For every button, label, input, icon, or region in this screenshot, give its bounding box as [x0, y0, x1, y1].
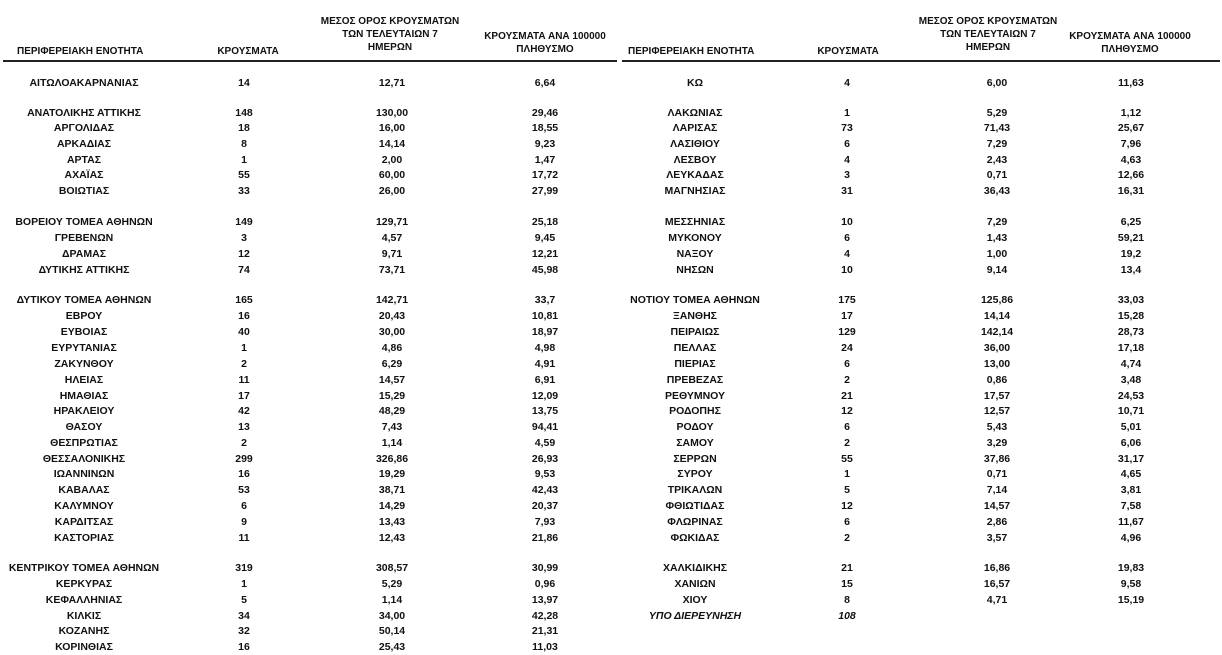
left-row-19-region: ΘΑΣΟΥ: [65, 421, 103, 433]
right-row-17-cases: 21: [841, 390, 853, 402]
right-row-20-avg7: 3,29: [986, 437, 1008, 449]
left-row-3-region: ΑΡΚΑΔΙΑΣ: [56, 138, 112, 150]
right-row-4-cases: 4: [844, 154, 850, 166]
left-row-8-per100k: 9,45: [534, 232, 556, 244]
left-row-31-cases: 32: [238, 625, 250, 637]
left-row-17-avg7: 15,29: [378, 390, 406, 402]
left-row-13-cases: 40: [238, 326, 250, 338]
left-row-32-per100k: 11,03: [532, 641, 558, 653]
right-row-10-cases: 10: [841, 264, 853, 276]
left-row-17-per100k: 12,09: [531, 390, 559, 402]
right-row-1-avg7: 5,29: [986, 107, 1008, 119]
left-row-2-cases: 18: [238, 122, 250, 134]
left-row-17-cases: 17: [238, 390, 250, 402]
left-row-0-region: ΑΙΤΩΛΟΑΚΑΡΝΑΝΙΑΣ: [29, 77, 139, 89]
right-row-6-cases: 31: [841, 185, 853, 197]
left-row-15-region: ΖΑΚΥΝΘΟΥ: [54, 358, 114, 370]
right-row-14-avg7: 36,00: [983, 342, 1011, 354]
left-row-28-per100k: 0,96: [534, 578, 556, 590]
right-row-13-region: ΠΕΙΡΑΙΩΣ: [670, 326, 720, 338]
left-row-22-region: ΙΩΑΝΝΙΝΩΝ: [53, 468, 115, 480]
right-row-9-cases: 4: [844, 248, 850, 260]
right-row-10-per100k: 13,4: [1120, 264, 1142, 276]
left-row-27-avg7: 308,57: [375, 562, 409, 574]
left-row-4-region: ΑΡΤΑΣ: [66, 154, 102, 166]
left-row-26-per100k: 21,86: [531, 532, 559, 544]
right-row-28-region: ΧΑΝΙΩΝ: [674, 578, 716, 590]
left-row-3-cases: 8: [241, 138, 247, 150]
right-row-4-region: ΛΕΣΒΟΥ: [673, 154, 717, 166]
left-row-19-per100k: 94,41: [531, 421, 559, 433]
right-row-5-region: ΛΕΥΚΑΔΑΣ: [666, 169, 724, 181]
left-row-6-region: ΒΟΙΩΤΙΑΣ: [58, 185, 110, 197]
left-row-28-avg7: 5,29: [381, 578, 403, 590]
right-row-8-per100k: 59,21: [1117, 232, 1145, 244]
right-row-29-cases: 8: [844, 594, 850, 606]
right-row-3-per100k: 7,96: [1120, 138, 1142, 150]
left-row-27-region: ΚΕΝΤΡΙΚΟΥ ΤΟΜΕΑ ΑΘΗΝΩΝ: [8, 562, 160, 574]
right-row-28-cases: 15: [841, 578, 853, 590]
right-row-20-cases: 2: [844, 437, 850, 449]
left-row-9-per100k: 12,21: [531, 248, 559, 260]
right-row-1-per100k: 1,12: [1120, 107, 1142, 119]
left-row-15-avg7: 6,29: [381, 358, 403, 370]
left-row-5-cases: 55: [238, 169, 250, 181]
right-row-26-per100k: 4,96: [1120, 532, 1142, 544]
right-row-10-avg7: 9,14: [986, 264, 1008, 276]
left-row-30-region: ΚΙΛΚΙΣ: [66, 610, 102, 622]
right-row-1-cases: 1: [844, 107, 850, 119]
left-row-28-region: ΚΕΡΚΥΡΑΣ: [55, 578, 113, 590]
left-row-5-avg7: 60,00: [378, 169, 406, 181]
left-row-20-cases: 2: [241, 437, 247, 449]
left-row-21-cases: 299: [235, 453, 253, 465]
left-row-12-region: ΕΒΡΟΥ: [65, 310, 103, 322]
right-row-29-avg7: 4,71: [986, 594, 1008, 606]
left-row-11-region: ΔΥΤΙΚΟΥ ΤΟΜΕΑ ΑΘΗΝΩΝ: [16, 294, 152, 306]
header-avg7-right-line2: ΤΩΝ ΤΕΛΕΥΤΑΙΩΝ 7: [940, 29, 1036, 40]
left-row-8-cases: 3: [241, 232, 247, 244]
right-row-28-per100k: 9,58: [1120, 578, 1142, 590]
left-row-31-region: ΚΟΖΑΝΗΣ: [58, 625, 110, 637]
left-row-3-avg7: 14,14: [378, 138, 406, 150]
right-row-2-cases: 73: [841, 122, 853, 134]
right-row-0-cases: 4: [844, 77, 850, 89]
left-row-0-avg7: 12,71: [378, 77, 406, 89]
left-row-14-cases: 1: [241, 342, 247, 354]
left-row-13-per100k: 18,97: [531, 326, 559, 338]
left-row-6-avg7: 26,00: [378, 185, 406, 197]
left-row-21-avg7: 326,86: [375, 453, 409, 465]
right-row-12-per100k: 15,28: [1117, 310, 1145, 322]
right-row-0-per100k: 11,63: [1118, 77, 1144, 89]
right-row-14-per100k: 17,18: [1117, 342, 1145, 354]
left-row-21-per100k: 26,93: [531, 453, 559, 465]
left-row-26-avg7: 12,43: [378, 532, 406, 544]
right-row-12-region: ΞΑΝΘΗΣ: [673, 310, 717, 322]
header-cases-left: ΚΡΟΥΣΜΑΤΑ: [217, 46, 279, 57]
left-row-6-per100k: 27,99: [531, 185, 559, 197]
right-row-7-region: ΜΕΣΣΗΝΙΑΣ: [664, 216, 726, 228]
right-row-13-cases: 129: [838, 326, 856, 338]
right-row-24-per100k: 7,58: [1120, 500, 1142, 512]
left-row-14-per100k: 4,98: [534, 342, 556, 354]
left-row-11-avg7: 142,71: [375, 294, 409, 306]
right-row-15-region: ΠΙΕΡΙΑΣ: [674, 358, 716, 370]
left-row-20-per100k: 4,59: [534, 437, 556, 449]
right-row-0-region: ΚΩ: [686, 77, 704, 89]
right-row-11-cases: 175: [838, 294, 856, 306]
left-row-8-avg7: 4,57: [381, 232, 403, 244]
right-row-23-region: ΤΡΙΚΑΛΩΝ: [667, 484, 723, 496]
left-row-5-per100k: 17,72: [531, 169, 559, 181]
right-row-25-per100k: 11,67: [1118, 516, 1144, 528]
left-row-25-cases: 9: [241, 516, 247, 528]
right-row-5-cases: 3: [844, 169, 850, 181]
right-row-19-region: ΡΟΔΟΥ: [676, 421, 714, 433]
left-row-29-region: ΚΕΦΑΛΛΗΝΙΑΣ: [45, 594, 123, 606]
right-row-23-avg7: 7,14: [986, 484, 1008, 496]
left-row-16-cases: 11: [238, 374, 250, 386]
left-row-13-region: ΕΥΒΟΙΑΣ: [60, 326, 108, 338]
right-row-7-avg7: 7,29: [986, 216, 1008, 228]
right-row-21-cases: 55: [841, 453, 853, 465]
left-row-20-region: ΘΕΣΠΡΩΤΙΑΣ: [50, 437, 118, 449]
right-row-12-avg7: 14,14: [983, 310, 1011, 322]
left-row-9-cases: 12: [238, 248, 250, 260]
left-row-1-per100k: 29,46: [531, 107, 559, 119]
left-row-1-cases: 148: [235, 107, 253, 119]
right-row-8-region: ΜΥΚΟΝΟΥ: [668, 232, 722, 244]
left-row-30-avg7: 34,00: [378, 610, 406, 622]
left-row-13-avg7: 30,00: [378, 326, 406, 338]
left-row-7-avg7: 129,71: [375, 216, 409, 228]
left-row-27-cases: 319: [235, 562, 253, 574]
right-row-16-per100k: 3,48: [1120, 374, 1142, 386]
right-row-4-per100k: 4,63: [1120, 154, 1142, 166]
left-row-32-region: ΚΟΡΙΝΘΙΑΣ: [55, 641, 113, 653]
left-row-23-per100k: 42,43: [531, 484, 559, 496]
left-row-4-avg7: 2,00: [381, 154, 403, 166]
right-row-2-region: ΛΑΡΙΣΑΣ: [672, 122, 718, 134]
left-row-2-avg7: 16,00: [378, 122, 406, 134]
right-row-4-avg7: 2,43: [986, 154, 1008, 166]
header-per100k-left-line2: ΠΛΗΘΥΣΜΟ: [516, 44, 574, 55]
right-row-15-avg7: 13,00: [983, 358, 1011, 370]
right-row-5-per100k: 12,66: [1117, 169, 1145, 181]
header-avg7-right-line1: ΜΕΣΟΣ ΟΡΟΣ ΚΡΟΥΣΜΑΤΩΝ: [918, 16, 1058, 27]
left-row-29-per100k: 13,97: [531, 594, 559, 606]
left-row-9-region: ΔΡΑΜΑΣ: [62, 248, 106, 260]
right-row-6-per100k: 16,31: [1117, 185, 1145, 197]
left-row-27-per100k: 30,99: [531, 562, 559, 574]
header-region-right: ΠΕΡΙΦΕΡΕΙΑΚΗ ΕΝΟΤΗΤΑ: [628, 46, 755, 57]
right-row-19-cases: 6: [844, 421, 850, 433]
header-region-left: ΠΕΡΙΦΕΡΕΙΑΚΗ ΕΝΟΤΗΤΑ: [17, 46, 144, 57]
left-row-21-region: ΘΕΣΣΑΛΟΝΙΚΗΣ: [42, 453, 126, 465]
left-row-2-per100k: 18,55: [531, 122, 559, 134]
left-row-23-region: ΚΑΒΑΛΑΣ: [58, 484, 110, 496]
right-row-18-cases: 12: [841, 405, 853, 417]
left-row-12-per100k: 10,81: [531, 310, 559, 322]
left-row-25-avg7: 13,43: [378, 516, 406, 528]
right-row-30-cases: 108: [838, 610, 856, 622]
right-row-19-avg7: 5,43: [986, 421, 1008, 433]
left-row-24-avg7: 14,29: [378, 500, 406, 512]
right-row-27-avg7: 16,86: [983, 562, 1011, 574]
right-row-25-region: ΦΛΩΡΙΝΑΣ: [667, 516, 723, 528]
left-row-18-cases: 42: [238, 405, 250, 417]
left-row-25-region: ΚΑΡΔΙΤΣΑΣ: [54, 516, 114, 528]
left-row-29-cases: 5: [241, 594, 247, 606]
left-row-32-cases: 16: [238, 641, 250, 653]
right-row-12-cases: 17: [841, 310, 853, 322]
left-row-22-cases: 16: [238, 468, 250, 480]
left-row-11-cases: 165: [235, 294, 253, 306]
right-row-5-avg7: 0,71: [986, 169, 1008, 181]
header-per100k-left-line1: ΚΡΟΥΣΜΑΤΑ ΑΝΑ 100000: [484, 31, 606, 42]
left-row-25-per100k: 7,93: [534, 516, 556, 528]
left-row-26-region: ΚΑΣΤΟΡΙΑΣ: [54, 532, 114, 544]
left-row-28-cases: 1: [241, 578, 247, 590]
left-row-17-region: ΗΜΑΘΙΑΣ: [59, 390, 109, 402]
header-per100k-right-line2: ΠΛΗΘΥΣΜΟ: [1101, 44, 1159, 55]
left-row-15-per100k: 4,91: [534, 358, 556, 370]
right-row-24-cases: 12: [841, 500, 853, 512]
right-row-16-region: ΠΡΕΒΕΖΑΣ: [666, 374, 724, 386]
right-row-14-cases: 24: [841, 342, 853, 354]
right-row-2-avg7: 71,43: [983, 122, 1011, 134]
right-row-18-avg7: 12,57: [983, 405, 1011, 417]
left-row-9-avg7: 9,71: [381, 248, 403, 260]
right-row-3-avg7: 7,29: [986, 138, 1008, 150]
left-row-30-cases: 34: [238, 610, 250, 622]
left-row-18-per100k: 13,75: [531, 405, 559, 417]
right-row-25-cases: 6: [844, 516, 850, 528]
left-row-22-avg7: 19,29: [378, 468, 406, 480]
left-row-32-avg7: 25,43: [378, 641, 406, 653]
right-row-10-region: ΝΗΣΩΝ: [676, 264, 714, 276]
left-row-14-avg7: 4,86: [381, 342, 403, 354]
right-row-1-region: ΛΑΚΩΝΙΑΣ: [667, 107, 723, 119]
left-row-23-cases: 53: [238, 484, 250, 496]
right-row-22-per100k: 4,65: [1120, 468, 1142, 480]
right-row-13-avg7: 142,14: [980, 326, 1014, 338]
right-row-7-per100k: 6,25: [1120, 216, 1142, 228]
right-row-23-cases: 5: [844, 484, 850, 496]
right-row-0-avg7: 6,00: [986, 77, 1008, 89]
right-row-6-avg7: 36,43: [983, 185, 1011, 197]
left-row-20-avg7: 1,14: [381, 437, 403, 449]
right-row-9-avg7: 1,00: [986, 248, 1008, 260]
right-row-6-region: ΜΑΓΝΗΣΙΑΣ: [664, 185, 726, 197]
left-row-19-cases: 13: [238, 421, 250, 433]
left-row-2-region: ΑΡΓΟΛΙΔΑΣ: [53, 122, 115, 134]
left-row-16-avg7: 14,57: [378, 374, 406, 386]
right-row-24-region: ΦΘΙΩΤΙΔΑΣ: [665, 500, 725, 512]
left-row-10-per100k: 45,98: [531, 264, 559, 276]
right-row-2-per100k: 25,67: [1117, 122, 1145, 134]
left-row-22-per100k: 9,53: [534, 468, 556, 480]
left-row-4-per100k: 1,47: [534, 154, 556, 166]
right-row-16-cases: 2: [844, 374, 850, 386]
right-row-22-avg7: 0,71: [986, 468, 1008, 480]
right-row-13-per100k: 28,73: [1117, 326, 1145, 338]
left-row-0-per100k: 6,64: [534, 77, 556, 89]
left-row-19-avg7: 7,43: [381, 421, 403, 433]
header-cases-right: ΚΡΟΥΣΜΑΤΑ: [817, 46, 879, 57]
left-row-23-avg7: 38,71: [378, 484, 406, 496]
left-row-30-per100k: 42,28: [531, 610, 559, 622]
right-row-22-cases: 1: [844, 468, 850, 480]
right-row-15-per100k: 4,74: [1120, 358, 1142, 370]
right-row-3-cases: 6: [844, 138, 850, 150]
right-row-8-avg7: 1,43: [986, 232, 1008, 244]
right-row-9-per100k: 19,2: [1120, 248, 1142, 260]
left-row-29-avg7: 1,14: [381, 594, 403, 606]
left-row-31-avg7: 50,14: [378, 625, 406, 637]
left-row-18-avg7: 48,29: [378, 405, 406, 417]
right-row-25-avg7: 2,86: [986, 516, 1008, 528]
header-avg7-left-line2: ΤΩΝ ΤΕΛΕΥΤΑΙΩΝ 7: [342, 29, 438, 40]
left-row-1-avg7: 130,00: [375, 107, 409, 119]
left-row-16-region: ΗΛΕΙΑΣ: [64, 374, 104, 386]
right-row-11-per100k: 33,03: [1117, 294, 1145, 306]
left-row-5-region: ΑΧΑΪΑΣ: [64, 169, 104, 181]
right-row-26-cases: 2: [844, 532, 850, 544]
right-row-26-avg7: 3,57: [986, 532, 1008, 544]
right-row-18-per100k: 10,71: [1117, 405, 1145, 417]
left-row-3-per100k: 9,23: [534, 138, 556, 150]
left-row-7-per100k: 25,18: [531, 216, 559, 228]
right-row-8-cases: 6: [844, 232, 850, 244]
left-row-7-region: ΒΟΡΕΙΟΥ ΤΟΜΕΑ ΑΘΗΝΩΝ: [15, 216, 153, 228]
right-row-16-avg7: 0,86: [986, 374, 1008, 386]
right-row-24-avg7: 14,57: [983, 500, 1011, 512]
right-row-20-region: ΣΑΜΟΥ: [676, 437, 714, 449]
left-row-24-region: ΚΑΛΥΜΝΟΥ: [54, 500, 114, 512]
right-row-14-region: ΠΕΛΛΑΣ: [673, 342, 717, 354]
left-row-0-cases: 14: [238, 77, 250, 89]
left-row-6-cases: 33: [238, 185, 250, 197]
right-row-27-per100k: 19,83: [1117, 562, 1145, 574]
right-row-11-region: ΝΟΤΙΟΥ ΤΟΜΕΑ ΑΘΗΝΩΝ: [630, 294, 760, 306]
right-row-17-avg7: 17,57: [983, 390, 1011, 402]
right-row-30-region: ΥΠΟ ΔΙΕΡΕΥΝΗΣΗ: [648, 610, 742, 622]
right-row-27-region: ΧΑΛΚΙΔΙΚΗΣ: [662, 562, 728, 574]
right-row-11-avg7: 125,86: [980, 294, 1014, 306]
right-row-29-region: ΧΙΟΥ: [682, 594, 708, 606]
right-row-21-region: ΣΕΡΡΩΝ: [673, 453, 717, 465]
left-row-10-cases: 74: [238, 264, 250, 276]
right-row-19-per100k: 5,01: [1120, 421, 1142, 433]
right-row-7-cases: 10: [841, 216, 853, 228]
right-row-29-per100k: 15,19: [1117, 594, 1145, 606]
header-avg7-left-line3: ΗΜΕΡΩΝ: [367, 42, 413, 53]
left-row-16-per100k: 6,91: [534, 374, 556, 386]
right-row-26-region: ΦΩΚΙΔΑΣ: [670, 532, 720, 544]
left-row-7-cases: 149: [235, 216, 253, 228]
right-row-3-region: ΛΑΣΙΘΙΟΥ: [670, 138, 720, 150]
left-row-11-per100k: 33,7: [534, 294, 556, 306]
right-row-18-region: ΡΟΔΟΠΗΣ: [669, 405, 721, 417]
right-row-23-per100k: 3,81: [1120, 484, 1142, 496]
header-avg7-right-line3: ΗΜΕΡΩΝ: [965, 42, 1011, 53]
right-row-17-region: ΡΕΘΥΜΝΟΥ: [664, 390, 726, 402]
right-row-15-cases: 6: [844, 358, 850, 370]
left-row-24-cases: 6: [241, 500, 247, 512]
left-row-31-per100k: 21,31: [531, 625, 559, 637]
right-row-27-cases: 21: [841, 562, 853, 574]
left-row-18-region: ΗΡΑΚΛΕΙΟΥ: [53, 405, 115, 417]
right-row-9-region: ΝΑΞΟΥ: [676, 248, 714, 260]
left-row-14-region: ΕΥΡΥΤΑΝΙΑΣ: [51, 342, 117, 354]
left-row-8-region: ΓΡΕΒΕΝΩΝ: [54, 232, 114, 244]
right-row-20-per100k: 6,06: [1120, 437, 1142, 449]
header-avg7-left-line1: ΜΕΣΟΣ ΟΡΟΣ ΚΡΟΥΣΜΑΤΩΝ: [320, 16, 460, 27]
right-row-17-per100k: 24,53: [1117, 390, 1145, 402]
right-row-28-avg7: 16,57: [983, 578, 1011, 590]
right-row-21-avg7: 37,86: [983, 453, 1011, 465]
right-row-21-per100k: 31,17: [1117, 453, 1145, 465]
right-row-22-region: ΣΥΡΟΥ: [677, 468, 713, 480]
left-row-24-per100k: 20,37: [531, 500, 559, 512]
left-row-10-avg7: 73,71: [378, 264, 406, 276]
left-row-1-region: ΑΝΑΤΟΛΙΚΗΣ ΑΤΤΙΚΗΣ: [27, 107, 141, 119]
left-row-4-cases: 1: [241, 154, 247, 166]
left-row-26-cases: 11: [238, 532, 250, 544]
left-row-12-avg7: 20,43: [378, 310, 406, 322]
left-row-15-cases: 2: [241, 358, 247, 370]
left-row-10-region: ΔΥΤΙΚΗΣ ΑΤΤΙΚΗΣ: [38, 264, 130, 276]
left-row-12-cases: 16: [238, 310, 250, 322]
header-per100k-right-line1: ΚΡΟΥΣΜΑΤΑ ΑΝΑ 100000: [1069, 31, 1191, 42]
